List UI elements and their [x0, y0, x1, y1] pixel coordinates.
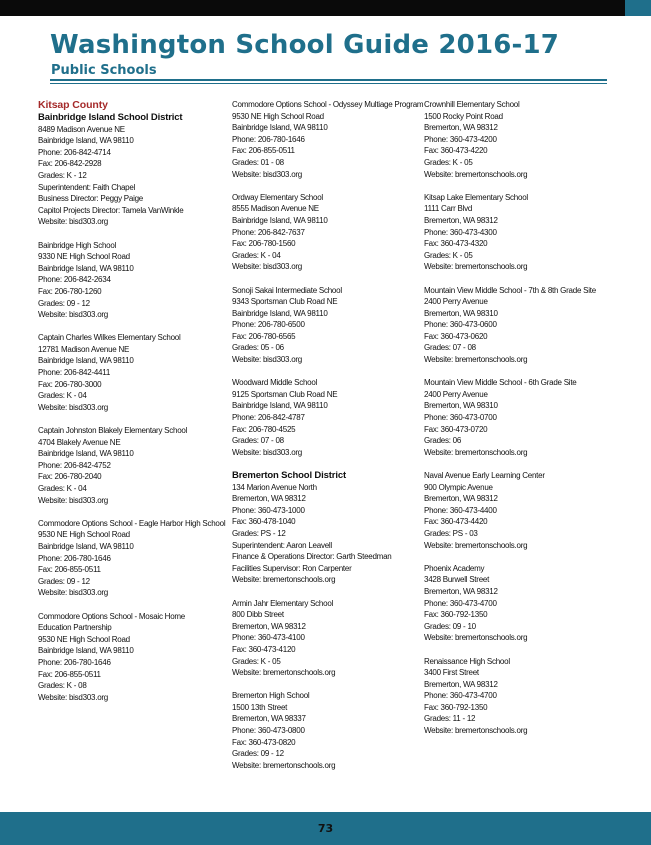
school-name: Bainbridge High School — [38, 240, 117, 250]
entry-line: 134 Marion Avenue North — [232, 482, 317, 492]
entry-line: Website: bremertonschools.org — [424, 633, 528, 643]
entry-line: 3428 Burwell Street — [424, 575, 490, 585]
school-entry — [232, 377, 422, 458]
entry-line: Website: bremertonschools.org — [424, 726, 528, 736]
entry-line: 800 Dibb Street — [232, 610, 284, 620]
entry-line: Phone: 360-473-4300 — [424, 227, 497, 237]
entry-line: Website: bisd303.org — [232, 355, 303, 365]
entry-line: Superintendent: Faith Chapel — [38, 182, 136, 192]
top-bar — [0, 0, 651, 16]
entry-line: Fax: 360-473-0820 — [232, 737, 296, 747]
entry-line: 3400 First Street — [424, 668, 479, 678]
entry-line: Bremerton, WA 98312 — [232, 494, 306, 504]
entry-line: Bainbridge Island, WA 98110 — [232, 123, 328, 133]
entry-line: Phone: 360-473-4400 — [424, 505, 497, 515]
entry-line: Grades: 07 - 08 — [232, 436, 284, 446]
entry-line: Website: bisd303.org — [232, 169, 303, 179]
entry-line: 8489 Madison Avenue NE — [38, 124, 125, 134]
entry-line: Phone: 206-780-6500 — [232, 320, 305, 330]
school-name: Woodward Middle School — [232, 378, 318, 388]
entry-line: Grades: PS - 12 — [232, 528, 286, 538]
entry-line: Grades: K - 05 — [424, 250, 473, 260]
entry-line: Grades: 09 - 12 — [38, 298, 90, 308]
entry-line: Capitol Projects Director: Tamela VanWinkle — [38, 205, 184, 215]
entry-line: 1500 13th Street — [232, 702, 288, 712]
entry-line: Fax: 360-792-1350 — [424, 610, 488, 620]
school-entry — [38, 332, 228, 413]
entry-line: 1111 Carr Blvd — [424, 204, 473, 214]
entry-line: Grades: 07 - 08 — [424, 343, 476, 353]
entry-line: Fax: 360-478-1040 — [232, 517, 296, 527]
entry-line: Bainbridge Island, WA 98110 — [232, 215, 328, 225]
school-name: Captain Johnston Blakely Elementary School — [38, 426, 188, 436]
school-entry — [232, 99, 422, 180]
school-name: Renaissance High School — [424, 656, 510, 666]
entry-line: Facilities Supervisor: Ron Carpenter — [232, 563, 352, 573]
school-name: Mountain View Middle School - 7th & 8th Grade Site — [424, 285, 596, 295]
entry-line: 12781 Madison Avenue NE — [38, 344, 130, 354]
entry-line: Phone: 206-842-7637 — [232, 227, 305, 237]
entry-line: 2400 Perry Avenue — [424, 389, 488, 399]
school-entry — [424, 563, 614, 644]
school-entry — [38, 518, 228, 599]
entry-line: Fax: 206-780-3000 — [38, 379, 102, 389]
school-entry — [232, 192, 422, 273]
county-heading: Kitsap County — [38, 99, 108, 111]
school-name: Naval Avenue Early Learning Center — [424, 471, 545, 480]
school-entry — [38, 611, 228, 704]
school-entry — [424, 99, 614, 180]
school-name: Ordway Elementary School — [232, 192, 323, 202]
entry-line: 9530 NE High School Road — [38, 530, 130, 540]
entry-line: Website: bremertonschools.org — [424, 540, 528, 550]
entry-line: Phone: 206-842-4411 — [38, 368, 111, 378]
entry-line: Fax: 360-473-0720 — [424, 424, 488, 434]
entry-line: Phone: 206-842-4714 — [38, 147, 111, 157]
school-name: Sonoji Sakai Intermediate School — [232, 285, 342, 295]
entry-line: Grades: 01 - 08 — [232, 157, 284, 167]
entry-line: Bremerton, WA 98310 — [424, 308, 498, 318]
entry-line: Education Partnership — [38, 623, 112, 633]
entry-line: Grades: K - 08 — [38, 681, 87, 691]
entry-line: Website: bremertonschools.org — [232, 668, 336, 678]
school-entry — [424, 470, 614, 551]
entry-line: Phone: 206-780-1646 — [232, 134, 305, 144]
entry-line: Bremerton, WA 98312 — [424, 586, 498, 596]
school-entry — [232, 285, 422, 366]
entry-line: Fax: 360-473-4420 — [424, 517, 488, 527]
entry-line: Grades: K - 12 — [38, 170, 87, 180]
entry-line: 900 Olympic Avenue — [424, 482, 493, 492]
school-name: Commodore Options School - Mosaic Home — [38, 611, 186, 621]
header-rule — [50, 79, 607, 81]
entry-line: Website: bisd303.org — [38, 402, 109, 412]
entry-line: Grades: K - 05 — [424, 157, 473, 167]
entry-line: Fax: 206-780-1560 — [232, 239, 296, 249]
school-entry — [38, 240, 228, 321]
entry-line: Fax: 360-473-0620 — [424, 331, 488, 341]
entry-line: Website: bisd303.org — [38, 588, 109, 598]
column-3 — [424, 99, 614, 748]
entry-line: Grades: K - 04 — [232, 250, 281, 260]
entry-line: Bainbridge Island, WA 98110 — [38, 646, 134, 656]
entry-line: Phone: 206-780-1646 — [38, 657, 111, 667]
entry-line: Website: bremertonschools.org — [424, 262, 528, 272]
entry-line: 9343 Sportsman Club Road NE — [232, 297, 338, 307]
school-entry — [232, 598, 422, 679]
entry-line: Grades: K - 04 — [38, 391, 87, 401]
header-rule-thin — [50, 83, 607, 84]
entry-line: Bainbridge Island, WA 98110 — [38, 356, 134, 366]
school-name: Bremerton High School — [232, 691, 310, 701]
school-name: Captain Charles Wilkes Elementary School — [38, 333, 181, 343]
school-name: Armin Jahr Elementary School — [232, 598, 334, 608]
school-entry — [232, 690, 422, 771]
entry-line: Phone: 206-842-4787 — [232, 413, 305, 423]
entry-line: Fax: 206-780-1260 — [38, 286, 102, 296]
entry-line: Bremerton, WA 98312 — [232, 621, 306, 631]
entry-line: Finance & Operations Director: Garth Steedman — [232, 552, 392, 562]
entry-line: 8555 Madison Avenue NE — [232, 204, 319, 214]
entry-line: Fax: 206-855-0511 — [38, 565, 101, 575]
entry-line: Bainbridge Island, WA 98110 — [38, 541, 134, 551]
entry-line: Grades: 11 - 12 — [424, 714, 476, 724]
school-entry — [424, 656, 614, 737]
entry-line: Grades: 09 - 10 — [424, 621, 476, 631]
entry-line: Bremerton, WA 98312 — [424, 215, 498, 225]
entry-line: Fax: 206-780-2040 — [38, 472, 102, 482]
entry-line: Phone: 360-473-4700 — [424, 691, 497, 701]
school-name: Mountain View Middle School - 6th Grade Site — [424, 378, 577, 388]
school-entry — [38, 425, 228, 506]
entry-line: Website: bisd303.org — [38, 495, 109, 505]
entry-line: Phone: 360-473-4700 — [424, 598, 497, 608]
entry-line: Grades: PS - 03 — [424, 528, 478, 538]
district-entry — [38, 112, 228, 228]
entry-line: Website: bisd303.org — [38, 310, 109, 320]
district-entry — [232, 470, 422, 586]
entry-line: 1500 Rocky Point Road — [424, 111, 503, 121]
entry-line: 9530 NE High School Road — [232, 111, 324, 121]
district-name: Bainbridge Island School District — [38, 112, 183, 123]
entry-line: Phone: 206-780-1646 — [38, 553, 111, 563]
entry-line: Phone: 360-473-0800 — [232, 726, 305, 736]
entry-line: Bremerton, WA 98312 — [424, 679, 498, 689]
entry-line: Phone: 206-842-2634 — [38, 275, 111, 285]
entry-line: 9125 Sportsman Club Road NE — [232, 389, 338, 399]
entry-line: Bainbridge Island, WA 98110 — [38, 263, 134, 273]
entry-line: Phone: 360-473-0600 — [424, 320, 497, 330]
entry-line: Bremerton, WA 98312 — [424, 123, 498, 133]
school-entry — [424, 377, 614, 458]
entry-line: Phone: 360-473-1000 — [232, 505, 305, 515]
entry-line: 9530 NE High School Road — [38, 634, 130, 644]
entry-line: Business Director: Peggy Paige — [38, 194, 143, 204]
entry-line: Bainbridge Island, WA 98110 — [232, 401, 328, 411]
entry-line: Grades: 09 - 12 — [38, 576, 90, 586]
entry-line: 2400 Perry Avenue — [424, 297, 488, 307]
school-entry — [424, 285, 614, 366]
entry-line: Grades: 06 — [424, 436, 462, 446]
school-name: Commodore Options School - Odyssey Multiage Program — [232, 100, 424, 109]
school-name: Kitsap Lake Elementary School — [424, 192, 528, 202]
district-name: Bremerton School District — [232, 470, 346, 481]
page-title: Washington School Guide 2016-17 — [50, 30, 560, 60]
entry-line: Fax: 206-842-2928 — [38, 159, 102, 169]
school-name: Commodore Options School - Eagle Harbor High School — [38, 518, 226, 528]
entry-line: Fax: 206-780-4525 — [232, 424, 296, 434]
entry-line: Website: bisd303.org — [38, 692, 109, 702]
entry-line: Website: bremertonschools.org — [232, 575, 336, 585]
school-name: Crownhill Elementary School — [424, 100, 520, 109]
entry-line: Fax: 360-473-4220 — [424, 146, 488, 156]
entry-line: Grades: 09 - 12 — [232, 749, 284, 759]
entry-line: Fax: 360-473-4120 — [232, 644, 296, 654]
entry-line: Website: bremertonschools.org — [424, 447, 528, 457]
entry-line: Phone: 360-473-4100 — [232, 633, 305, 643]
entry-line: Grades: K - 04 — [38, 484, 87, 493]
entry-line: Website: bremertonschools.org — [232, 760, 336, 770]
top-bar-accent — [625, 0, 651, 16]
school-name: Phoenix Academy — [424, 563, 485, 573]
entry-line: Fax: 206-780-6565 — [232, 331, 296, 341]
entry-line: Website: bremertonschools.org — [424, 355, 528, 365]
entry-line: 4704 Blakely Avenue NE — [38, 437, 121, 447]
entry-line: Bremerton, WA 98312 — [424, 494, 498, 504]
column-2 — [232, 99, 422, 783]
entry-line: Fax: 206-855-0511 — [38, 669, 101, 679]
entry-line: Bremerton, WA 98310 — [424, 401, 498, 411]
entry-line: Phone: 360-473-0700 — [424, 413, 497, 423]
entry-line: Phone: 360-473-4200 — [424, 134, 497, 144]
entry-line: Fax: 360-792-1350 — [424, 702, 488, 712]
page-subtitle: Public Schools — [51, 63, 157, 78]
page-number: 73 — [317, 822, 334, 835]
column-1 — [38, 99, 228, 715]
entry-line: Grades: 05 - 06 — [232, 343, 284, 353]
entry-line: Superintendent: Aaron Leavell — [232, 540, 332, 550]
school-entry — [424, 192, 614, 273]
entry-line: Bainbridge Island, WA 98110 — [232, 308, 328, 318]
entry-line: Website: bisd303.org — [38, 217, 109, 227]
entry-line: 9330 NE High School Road — [38, 252, 130, 262]
entry-line: Website: bisd303.org — [232, 447, 303, 457]
entry-line: Phone: 206-842-4752 — [38, 460, 111, 470]
entry-line: Website: bremertonschools.org — [424, 169, 528, 179]
entry-line: Fax: 360-473-4320 — [424, 239, 488, 249]
entry-line: Website: bisd303.org — [232, 262, 303, 272]
entry-line: Bainbridge Island, WA 98110 — [38, 449, 134, 459]
entry-line: Bremerton, WA 98337 — [232, 714, 306, 724]
entry-line: Bainbridge Island, WA 98110 — [38, 136, 134, 146]
entry-line: Grades: K - 05 — [232, 656, 281, 666]
entry-line: Fax: 206-855-0511 — [232, 146, 295, 156]
